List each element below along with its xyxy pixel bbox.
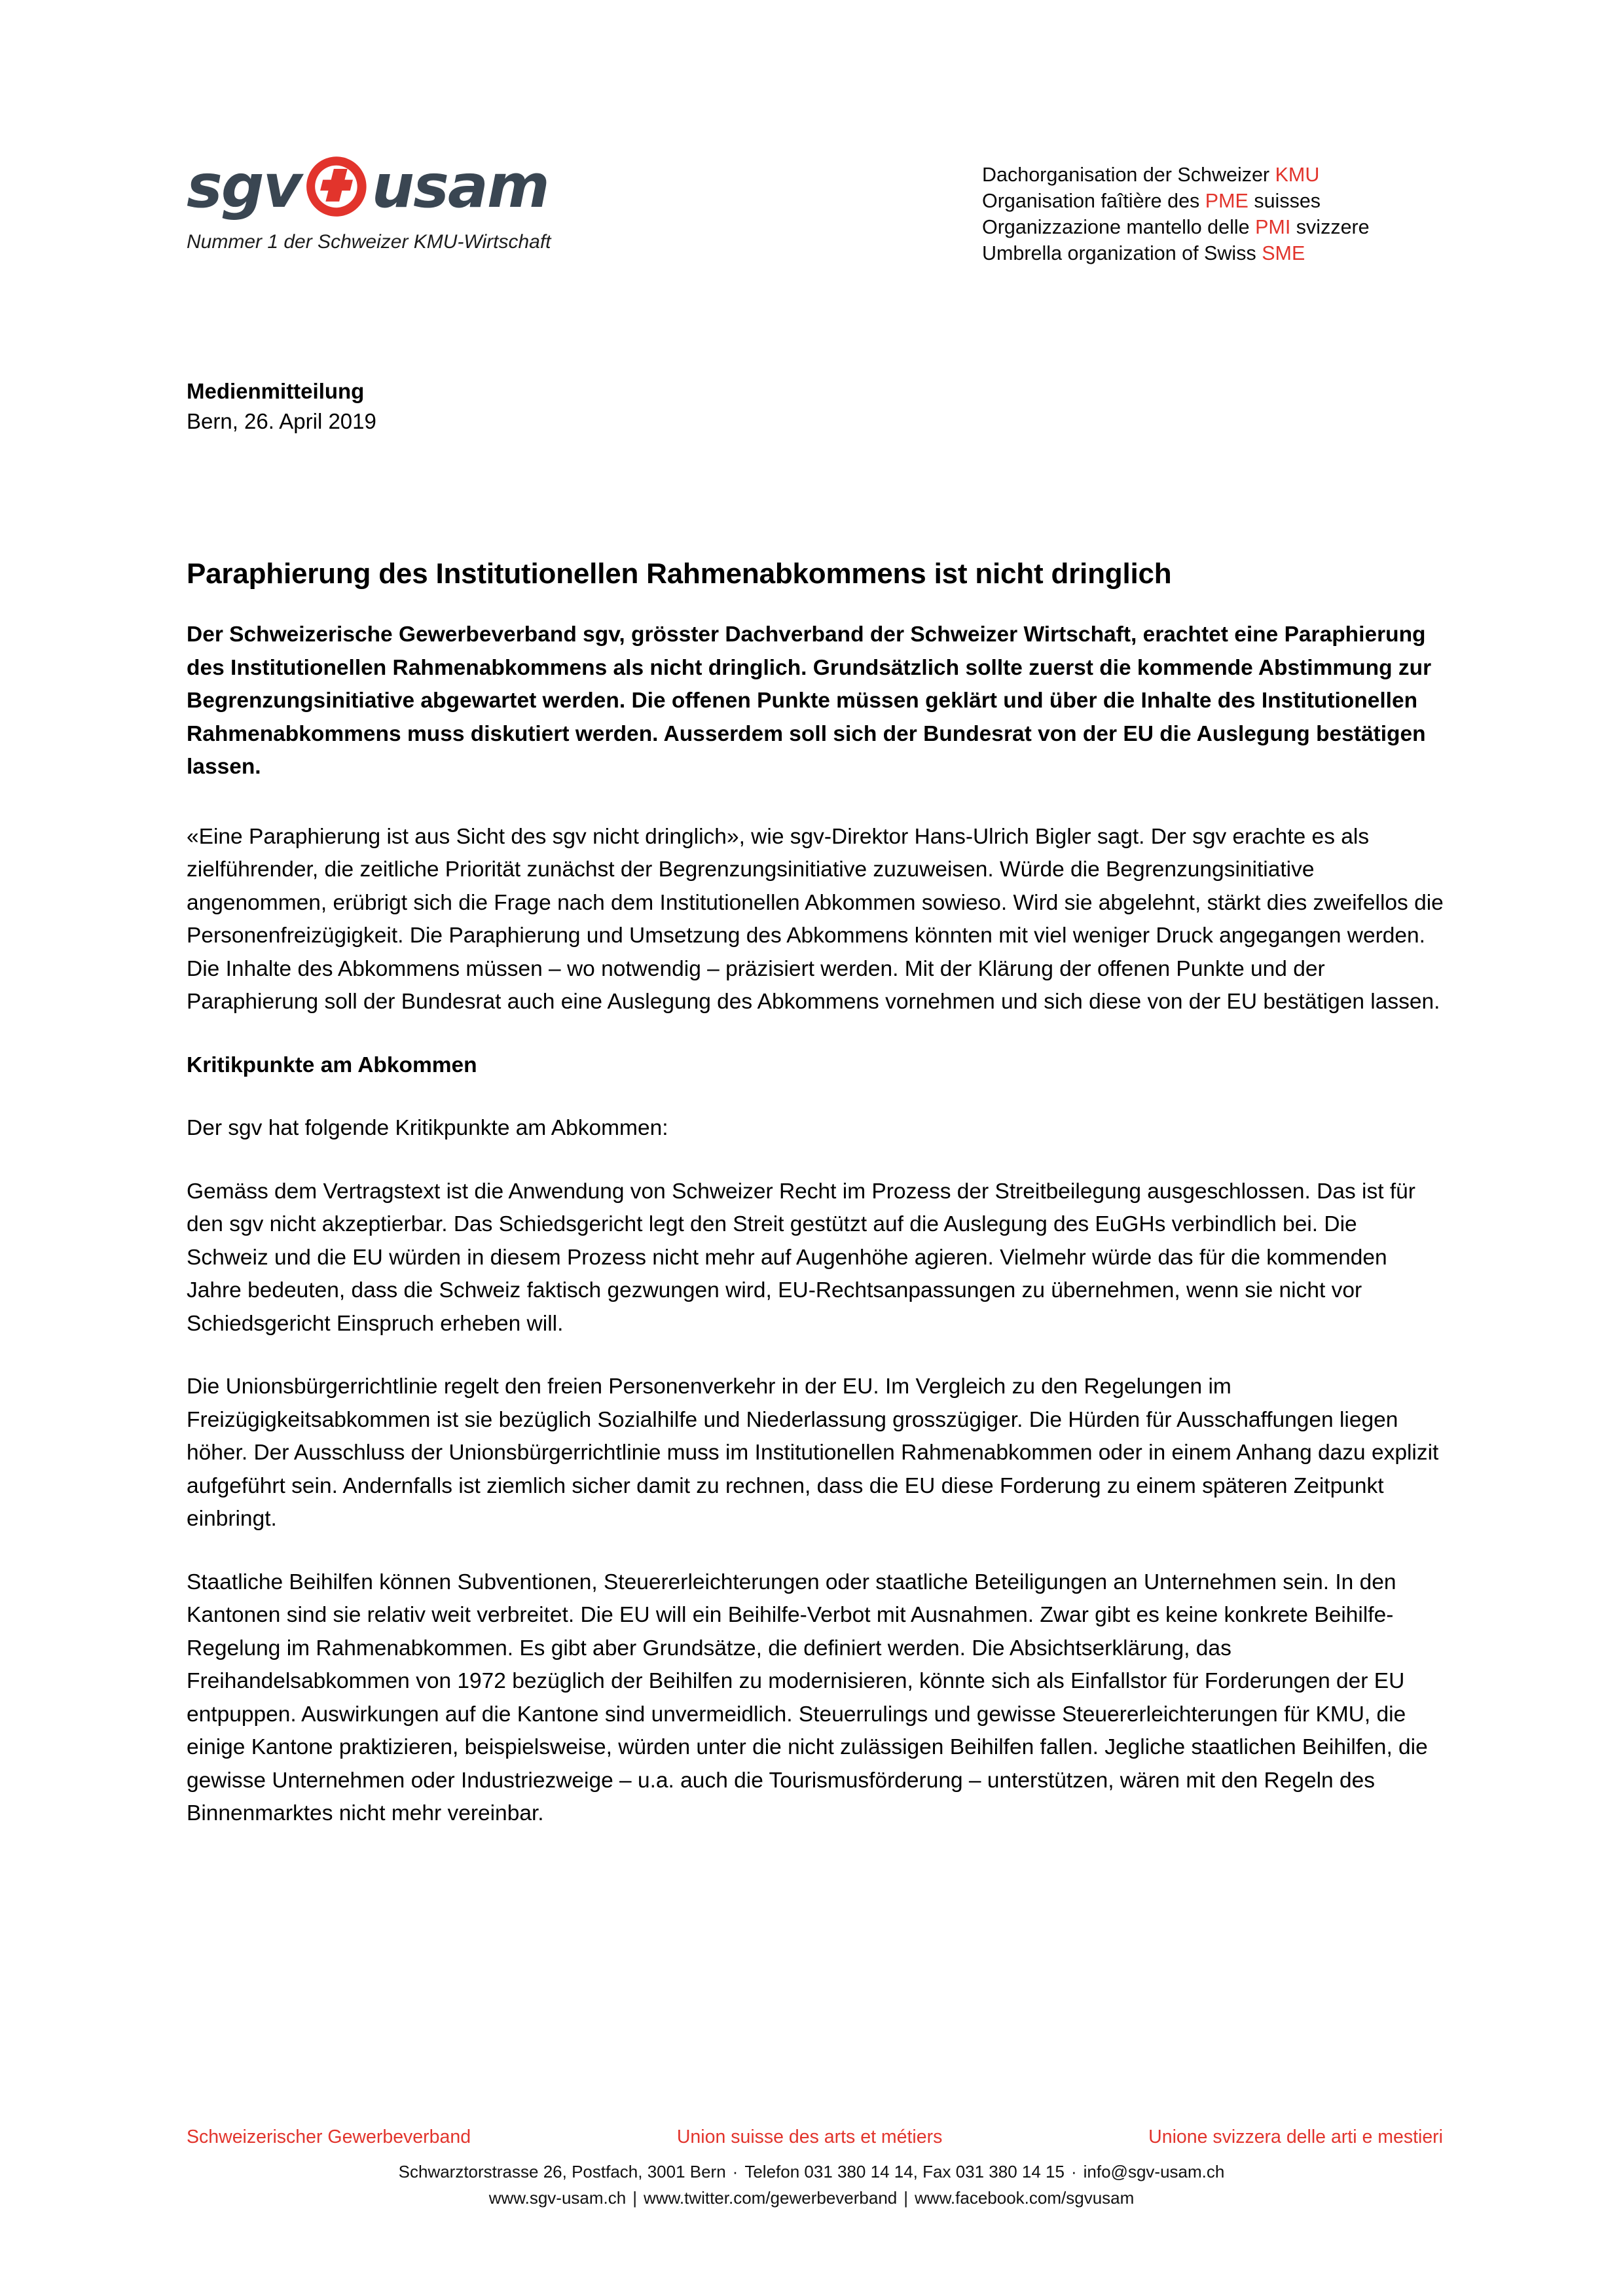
body-paragraph-5: Staatliche Beihilfen können Subventionen, Steuererleichterungen oder staatliche Beteiligungen an Unternehmen sein. In den Kantonen sind sie relativ weit verbreitet. Die EU will ein Beihilfe-Verbot mit Ausnahmen. Zwar gibt es keine konkrete Beihilfe-Regelung im Rahmenabkommen. Es gibt aber Grundsätze, die definiert werden. Die Absichtserklärung, das Freihandelsabkommen von 1972 bezüglich der Beihilfen zu modernisieren, könnte sich als Einfallstor für Forderungen der EU entpuppen. Auswirkungen auf die Kantone sind unvermeidlich. Steuerrulings und gewisse Steuererleichterungen für KMU, die einige Kantone praktizieren, beispielsweise, würden unter die nicht zulässigen Beihilfen fallen. Jegliche staatlichen Beihilfen, die gewisse Unternehmen oder Industriezweige – u.a. auch die Tourismusförderung – unterstützen, wären mit den Regeln des Binnenmarktes nicht mehr vereinbar.: [187, 1570, 1428, 1825]
footer-org-it: Unione svizzera delle arti e mestieri: [1148, 2126, 1443, 2147]
footer-separator-dot-2: ·: [1070, 2162, 1077, 2181]
descriptor-line-en: [982, 240, 1370, 266]
document-meta: [187, 376, 376, 437]
logo-text-usam: usam: [371, 151, 549, 221]
place-date-label: Bern, 26. April 2019: [187, 409, 376, 433]
footer-facebook-link[interactable]: www.facebook.com/sgvusam: [915, 2188, 1135, 2208]
document-header: [187, 147, 1459, 285]
descriptor-fr-prefix: Organisation faîtière des: [982, 190, 1205, 212]
logo-tagline: Nummer 1 der Schweizer KMU-Wirtschaft: [187, 231, 551, 253]
descriptor-de-highlight: KMU: [1275, 164, 1320, 186]
document-type-label: Medienmitteilung: [187, 379, 365, 403]
body-paragraph-2: Der sgv hat folgende Kritikpunkte am Abkommen:: [187, 1116, 668, 1140]
footer-contact-block: [164, 2159, 1459, 2211]
footer-contact-line-2: [164, 2185, 1459, 2211]
page-title: Paraphierung des Institutionellen Rahmenabkommens ist nicht dringlich: [187, 558, 1172, 590]
multilingual-descriptor: [982, 162, 1370, 266]
footer-twitter-link[interactable]: www.twitter.com/gewerbeverband: [643, 2188, 898, 2208]
sgv-usam-logo: [187, 147, 593, 253]
descriptor-it-suffix: svizzere: [1290, 216, 1370, 238]
descriptor-en-highlight: SME: [1262, 242, 1305, 264]
sgv-usam-ring-cross-emblem-icon: [302, 152, 371, 221]
footer-address: Schwarztorstrasse 26, Postfach, 3001 Bern: [398, 2162, 726, 2181]
footer-organization-names: [164, 2126, 1459, 2148]
descriptor-line-fr: [982, 188, 1370, 214]
footer-separator-pipe-1: |: [632, 2188, 637, 2208]
footer-separator-dot-1: ·: [732, 2162, 739, 2181]
descriptor-fr-suffix: suisses: [1248, 190, 1321, 212]
descriptor-fr-highlight: PME: [1205, 190, 1249, 212]
body-paragraph-1: «Eine Paraphierung ist aus Sicht des sgv nicht dringlich», wie sgv-Direktor Hans-Ulrich Bigler sagt. Der sgv erachte es als zielführender, die zeitliche Priorität zunächst der Begrenzungsinitiative zuzuweisen. Würde die Begrenzungsinitiative angenommen, erübrigt sich die Frage nach dem Institutionellen Abkommen sowieso. Wird sie abgelehnt, stärkt dies zweifellos die Personenfreizügigkeit. Die Paraphierung und Umsetzung des Abkommens könnten mit viel weniger Druck angegangen werden. Die Inhalte des Abkommens müssen – wo notwendig – präzisiert werden. Mit der Klärung der offenen Punkte und der Paraphierung soll der Bundesrat auch eine Auslegung des Abkommens vornehmen und sich diese von der EU bestätigen lassen.: [187, 824, 1444, 1014]
descriptor-line-de: [982, 162, 1370, 188]
footer-org-fr: Union suisse des arts et métiers: [676, 2126, 943, 2147]
descriptor-en-prefix: Umbrella organization of Swiss: [982, 242, 1262, 264]
logo-text-sgv: sgv: [187, 151, 301, 221]
footer-contact-line-1: [164, 2159, 1459, 2185]
descriptor-de-prefix: Dachorganisation der Schweizer: [982, 164, 1275, 186]
descriptor-line-it: [982, 214, 1370, 240]
body-paragraph-4: Die Unionsbürgerrichtlinie regelt den freien Personenverkehr in der EU. Im Vergleich zu den Regelungen im Freizügigkeitsabkommen ist sie bezüglich Sozialhilfe und Niederlassung grosszügiger. Die Hürden für Ausschaffungen liegen höher. Der Ausschluss der Unionsbürgerrichtlinie muss im Institutionellen Rahmenabkommen oder in einem Anhang dazu explizit aufgeführt sein. Andernfalls ist ziemlich sicher damit zu rechnen, dass die EU diese Forderung zu einem späteren Zeitpunkt einbringt.: [187, 1374, 1439, 1531]
descriptor-it-highlight: PMI: [1255, 216, 1291, 238]
footer-website-link[interactable]: www.sgv-usam.ch: [488, 2188, 627, 2208]
article-body: [187, 619, 1444, 1861]
footer-org-de: Schweizerischer Gewerbeverband: [187, 2126, 471, 2147]
body-paragraph-3: Gemäss dem Vertragstext ist die Anwendung von Schweizer Recht im Prozess der Streitbeilegung ausgeschlossen. Das ist für den sgv nicht akzeptierbar. Das Schiedsgericht legt den Streit gestützt auf die Auslegung des EuGHs verbindlich bei. Die Schweiz und die EU würden in diesem Prozess nicht mehr auf Augenhöhe agieren. Vielmehr würde das für die kommenden Jahre bedeuten, dass die Schweiz faktisch gezwungen wird, EU-Rechtsanpassungen zu übernehmen, wenn sie nicht vor Schiedsgericht Einspruch erheben will.: [187, 1179, 1415, 1336]
document-footer: [164, 2126, 1459, 2211]
lead-paragraph: Der Schweizerische Gewerbeverband sgv, grösster Dachverband der Schweizer Wirtschaft, erachtet eine Paraphierung des Institutionellen Rahmenabkommens als nicht dringlich. Grundsätzlich sollte zuerst die kommende Abstimmung zur Begrenzungsinitiative abgewartet werden. Die offenen Punkte müssen geklärt und über die Inhalte des Institutionellen Rahmenabkommens muss diskutiert werden. Ausserdem soll sich der Bundesrat von der EU die Auslegung bestätigen lassen.: [187, 622, 1432, 779]
footer-phone: Telefon 031 380 14 14, Fax 031 380 14 15: [744, 2162, 1065, 2181]
section-heading-kritikpunkte: Kritikpunkte am Abkommen: [187, 1052, 477, 1077]
footer-email[interactable]: info@sgv-usam.ch: [1083, 2162, 1225, 2181]
footer-separator-pipe-2: |: [903, 2188, 909, 2208]
logo-wordmark: [187, 147, 593, 226]
descriptor-it-prefix: Organizzazione mantello delle: [982, 216, 1256, 238]
